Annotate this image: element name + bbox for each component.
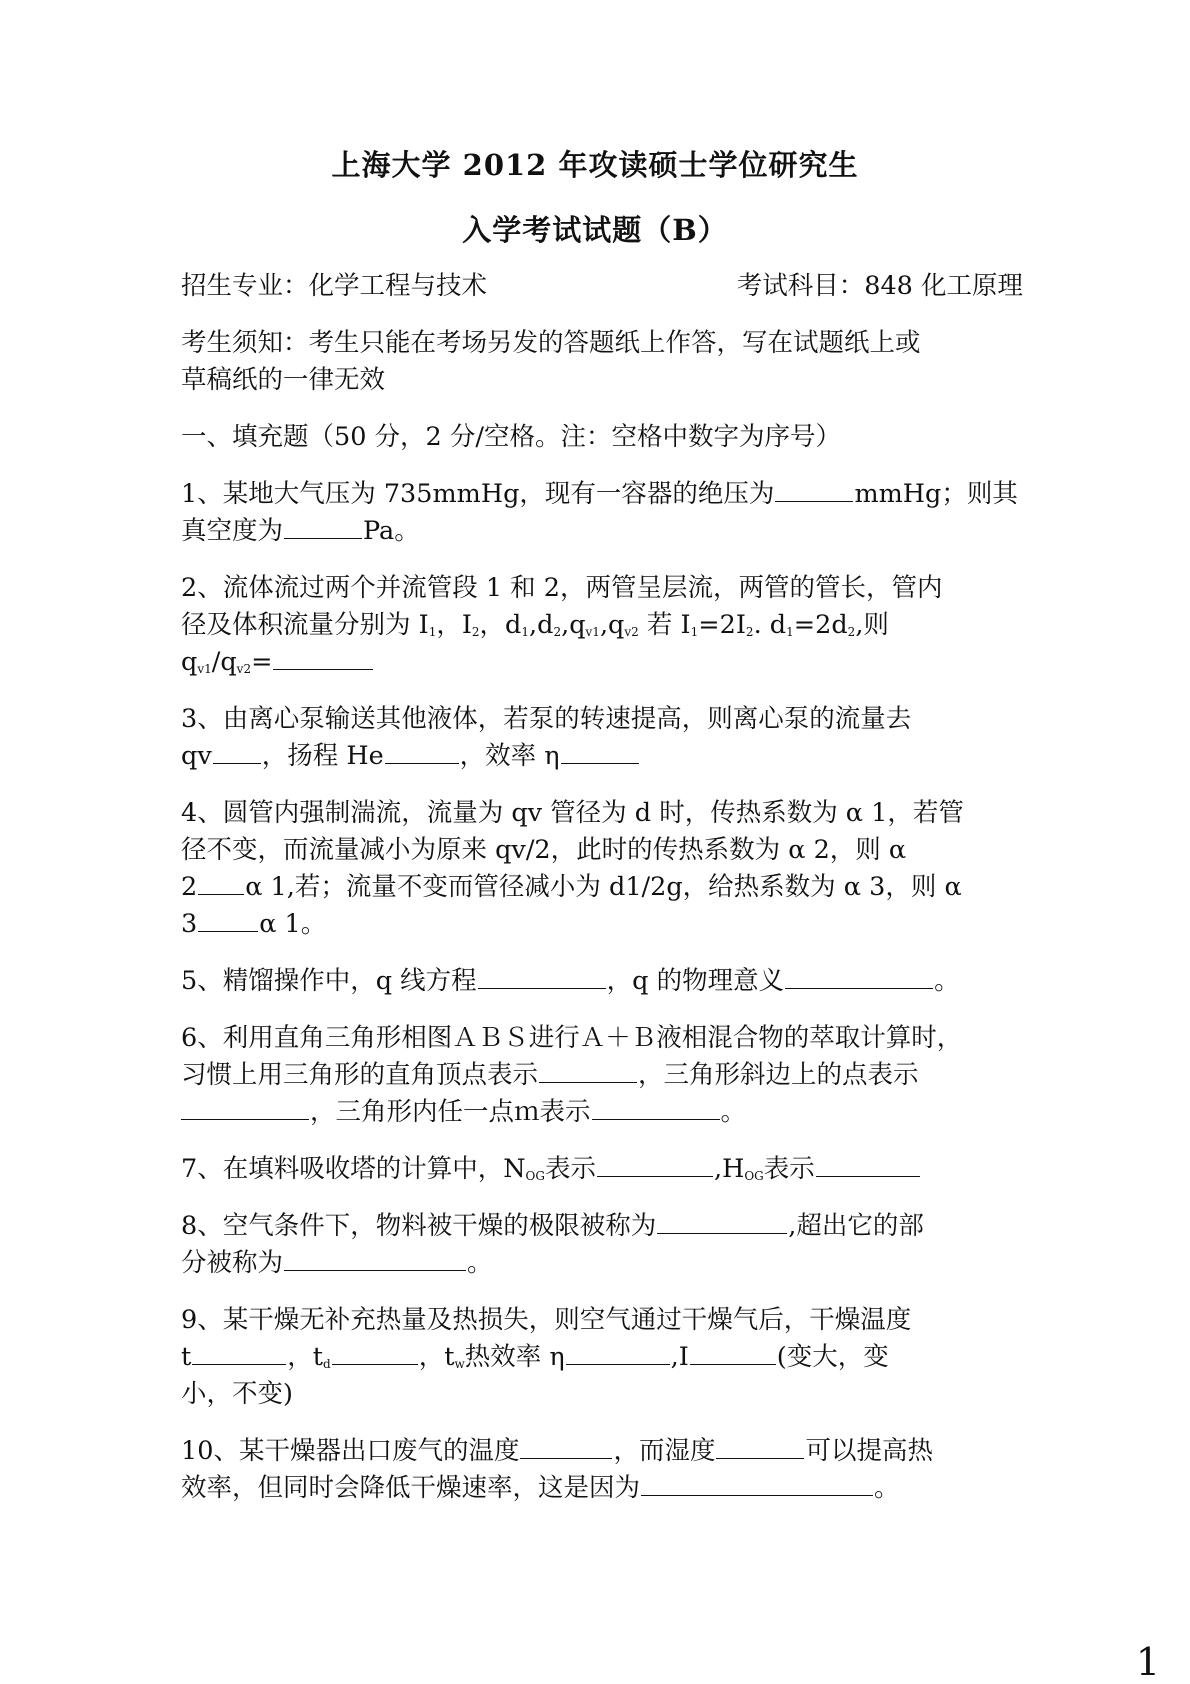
- q-text: 可以提高热: [805, 1436, 933, 1466]
- q-text: ,则: [855, 610, 889, 640]
- q-text: 4、圆管内强制湍流，流量为 qv 管径为 d 时，传热系数为 α 1，若管: [181, 798, 964, 828]
- q-text: 1、某地大气压为 735mmHg，现有一容器的绝压为: [181, 479, 775, 509]
- answer-blank: [716, 1436, 804, 1459]
- answer-blank: [181, 1097, 309, 1120]
- answer-blank: [478, 966, 606, 989]
- q-text: ，扬程 He: [261, 741, 384, 771]
- page-number: 1: [1135, 1640, 1160, 1684]
- q-text: 。: [467, 1248, 493, 1278]
- answer-blank: [597, 1154, 713, 1177]
- q-text: 9、某干燥无补充热量及热损失，则空气通过干燥气后，干燥温度: [181, 1305, 912, 1335]
- q-text: ，I: [436, 610, 472, 640]
- q-text: =2d: [793, 610, 848, 640]
- exam-body: [181, 268, 1041, 1527]
- question-7: [181, 1151, 1041, 1188]
- answer-blank: [284, 1248, 466, 1271]
- q-text: (变大，变: [776, 1342, 889, 1372]
- notice-line: 考生须知：考生只能在考场另发的答题纸上作答，写在试题纸上或: [181, 328, 921, 358]
- q-text: ，d: [479, 610, 522, 640]
- question-3: [181, 701, 1041, 775]
- q-text: 7、在填料吸收塔的计算中，N: [181, 1154, 526, 1184]
- q-text-formula: [181, 607, 1041, 644]
- subscript: 2: [471, 625, 480, 639]
- question-2: [181, 570, 1041, 681]
- answer-blank: [775, 479, 853, 502]
- subscript: 2: [847, 625, 856, 639]
- answer-blank: [539, 1060, 637, 1083]
- q-text: /q: [211, 647, 237, 677]
- exam-subtitle: 入学考试试题（B）: [462, 213, 728, 247]
- q-text: 表示: [544, 1154, 596, 1184]
- q-text: 8、空气条件下，物料被干燥的极限被称为: [181, 1211, 657, 1241]
- q-text: 2: [181, 872, 198, 902]
- answer-blank: [192, 1342, 286, 1365]
- subscript: w: [454, 1357, 465, 1371]
- subscript: v2: [624, 625, 639, 639]
- q-text: 若 I: [638, 610, 691, 640]
- subscript: v2: [236, 662, 252, 676]
- answer-blank: [198, 909, 258, 932]
- answer-blank: [273, 647, 373, 670]
- subscript: OG: [525, 1169, 545, 1183]
- q-text: ,H: [714, 1154, 745, 1184]
- subscript: d: [323, 1357, 331, 1371]
- subscript: 1: [690, 625, 699, 639]
- notice-line: 草稿纸的一律无效: [181, 365, 386, 395]
- answer-blank: [566, 1342, 670, 1365]
- question-8: [181, 1208, 1041, 1282]
- subscript: v1: [197, 662, 212, 676]
- q-text: 3、由离心泵输送其他液体，若泵的转速提高，则离心泵的流量去: [181, 704, 912, 734]
- q-text: ，t: [287, 1342, 323, 1372]
- answer-blank: [785, 966, 933, 989]
- q-text: 3: [181, 909, 198, 939]
- q-text: α 1。: [259, 909, 327, 939]
- q-text: ,q: [561, 610, 586, 640]
- answer-blank: [657, 1211, 787, 1234]
- subscript: 2: [553, 625, 562, 639]
- subscript: v1: [585, 625, 600, 639]
- q-text: 。: [934, 966, 960, 996]
- question-9: [181, 1302, 1041, 1413]
- subscript: 1: [521, 625, 530, 639]
- answer-blank: [520, 1436, 612, 1459]
- answer-blank: [198, 872, 244, 895]
- answer-blank: [213, 741, 261, 764]
- q-text: =: [251, 647, 273, 677]
- answer-blank: [284, 516, 362, 539]
- q-text: ,d: [529, 610, 554, 640]
- answer-blank: [816, 1154, 920, 1177]
- q-text: α 1,若；流量不变而管径减小为 d1/2g，给热系数为 α 3，则 α: [245, 872, 962, 902]
- q-text: qv: [181, 741, 212, 771]
- header-info-row: [181, 268, 1041, 305]
- q-text: 效率，但同时会降低干燥速率，这是因为: [181, 1473, 641, 1503]
- q-text: mmHg；则其: [854, 479, 1018, 509]
- q-text: t: [181, 1342, 192, 1372]
- q-text: 。: [874, 1473, 900, 1503]
- subscript: 1: [786, 625, 794, 639]
- q-text: ,超出它的部: [788, 1211, 924, 1241]
- q-text: 6、利用直角三角形相图ＡＢＳ进行Ａ＋Ｂ液相混合物的萃取计算时，: [181, 1023, 963, 1053]
- answer-blank: [641, 1473, 873, 1496]
- exam-title: 上海大学 2012 年攻读硕士学位研究生: [331, 148, 859, 182]
- section-heading: 一、填充题（50 分，2 分/空格。注：空格中数字为序号）: [181, 422, 841, 452]
- q-text: 2、流体流过两个并流管段 1 和 2，两管呈层流，两管的管长，管内: [181, 573, 943, 603]
- q-text: 小，不变): [181, 1379, 293, 1409]
- subscript: 1: [428, 625, 437, 639]
- answer-blank: [385, 741, 459, 764]
- answer-blank: [592, 1097, 720, 1120]
- q-text: ,q: [599, 610, 625, 640]
- q-text: 分被称为: [181, 1248, 284, 1278]
- q-text: ，t: [418, 1342, 455, 1372]
- major-label: 招生专业：化学工程与技术: [181, 271, 488, 301]
- question-6: [181, 1020, 1041, 1131]
- q-text: ，而湿度: [613, 1436, 716, 1466]
- q-text: ,I: [670, 1342, 689, 1372]
- q-text: 径不变，而流量减小为原来 qv/2，此时的传热系数为 α 2，则 α: [181, 835, 907, 865]
- answer-blank: [561, 741, 639, 764]
- q-text: 真空度为: [181, 516, 284, 546]
- answer-blank: [332, 1342, 418, 1365]
- q-text: 。: [720, 1097, 747, 1127]
- q-text: . d: [753, 610, 787, 640]
- question-4: [181, 795, 1041, 943]
- q-text: 热效率 η: [464, 1342, 565, 1372]
- question-1: [181, 476, 1041, 550]
- exam-notice: [181, 325, 1041, 399]
- q-text: ，效率 η: [459, 741, 560, 771]
- subscript: 2: [745, 625, 754, 639]
- q-text: 10、某干燥器出口废气的温度: [181, 1436, 520, 1466]
- question-10: [181, 1433, 1041, 1507]
- q-text: 习惯上用三角形的直角顶点表示: [181, 1060, 539, 1090]
- q-text: 5、精馏操作中，q 线方程: [181, 966, 477, 996]
- q-text: ，三角形内任一点ｍ表示: [310, 1097, 591, 1127]
- q-text: =2I: [698, 610, 746, 640]
- q-text: Pa。: [363, 516, 420, 546]
- q-text: 径及体积流量分别为 I: [181, 610, 429, 640]
- q-text: 表示: [763, 1154, 815, 1184]
- q-text: ，q 的物理意义: [606, 966, 785, 996]
- q-text: q: [181, 647, 198, 677]
- answer-blank: [690, 1342, 776, 1365]
- subject-label: 考试科目：848 化工原理: [736, 271, 1023, 301]
- q-text: ，三角形斜边上的点表示: [638, 1060, 919, 1090]
- q-text-formula: [181, 644, 1041, 681]
- subscript: OG: [744, 1169, 764, 1183]
- question-5: [181, 963, 1041, 1000]
